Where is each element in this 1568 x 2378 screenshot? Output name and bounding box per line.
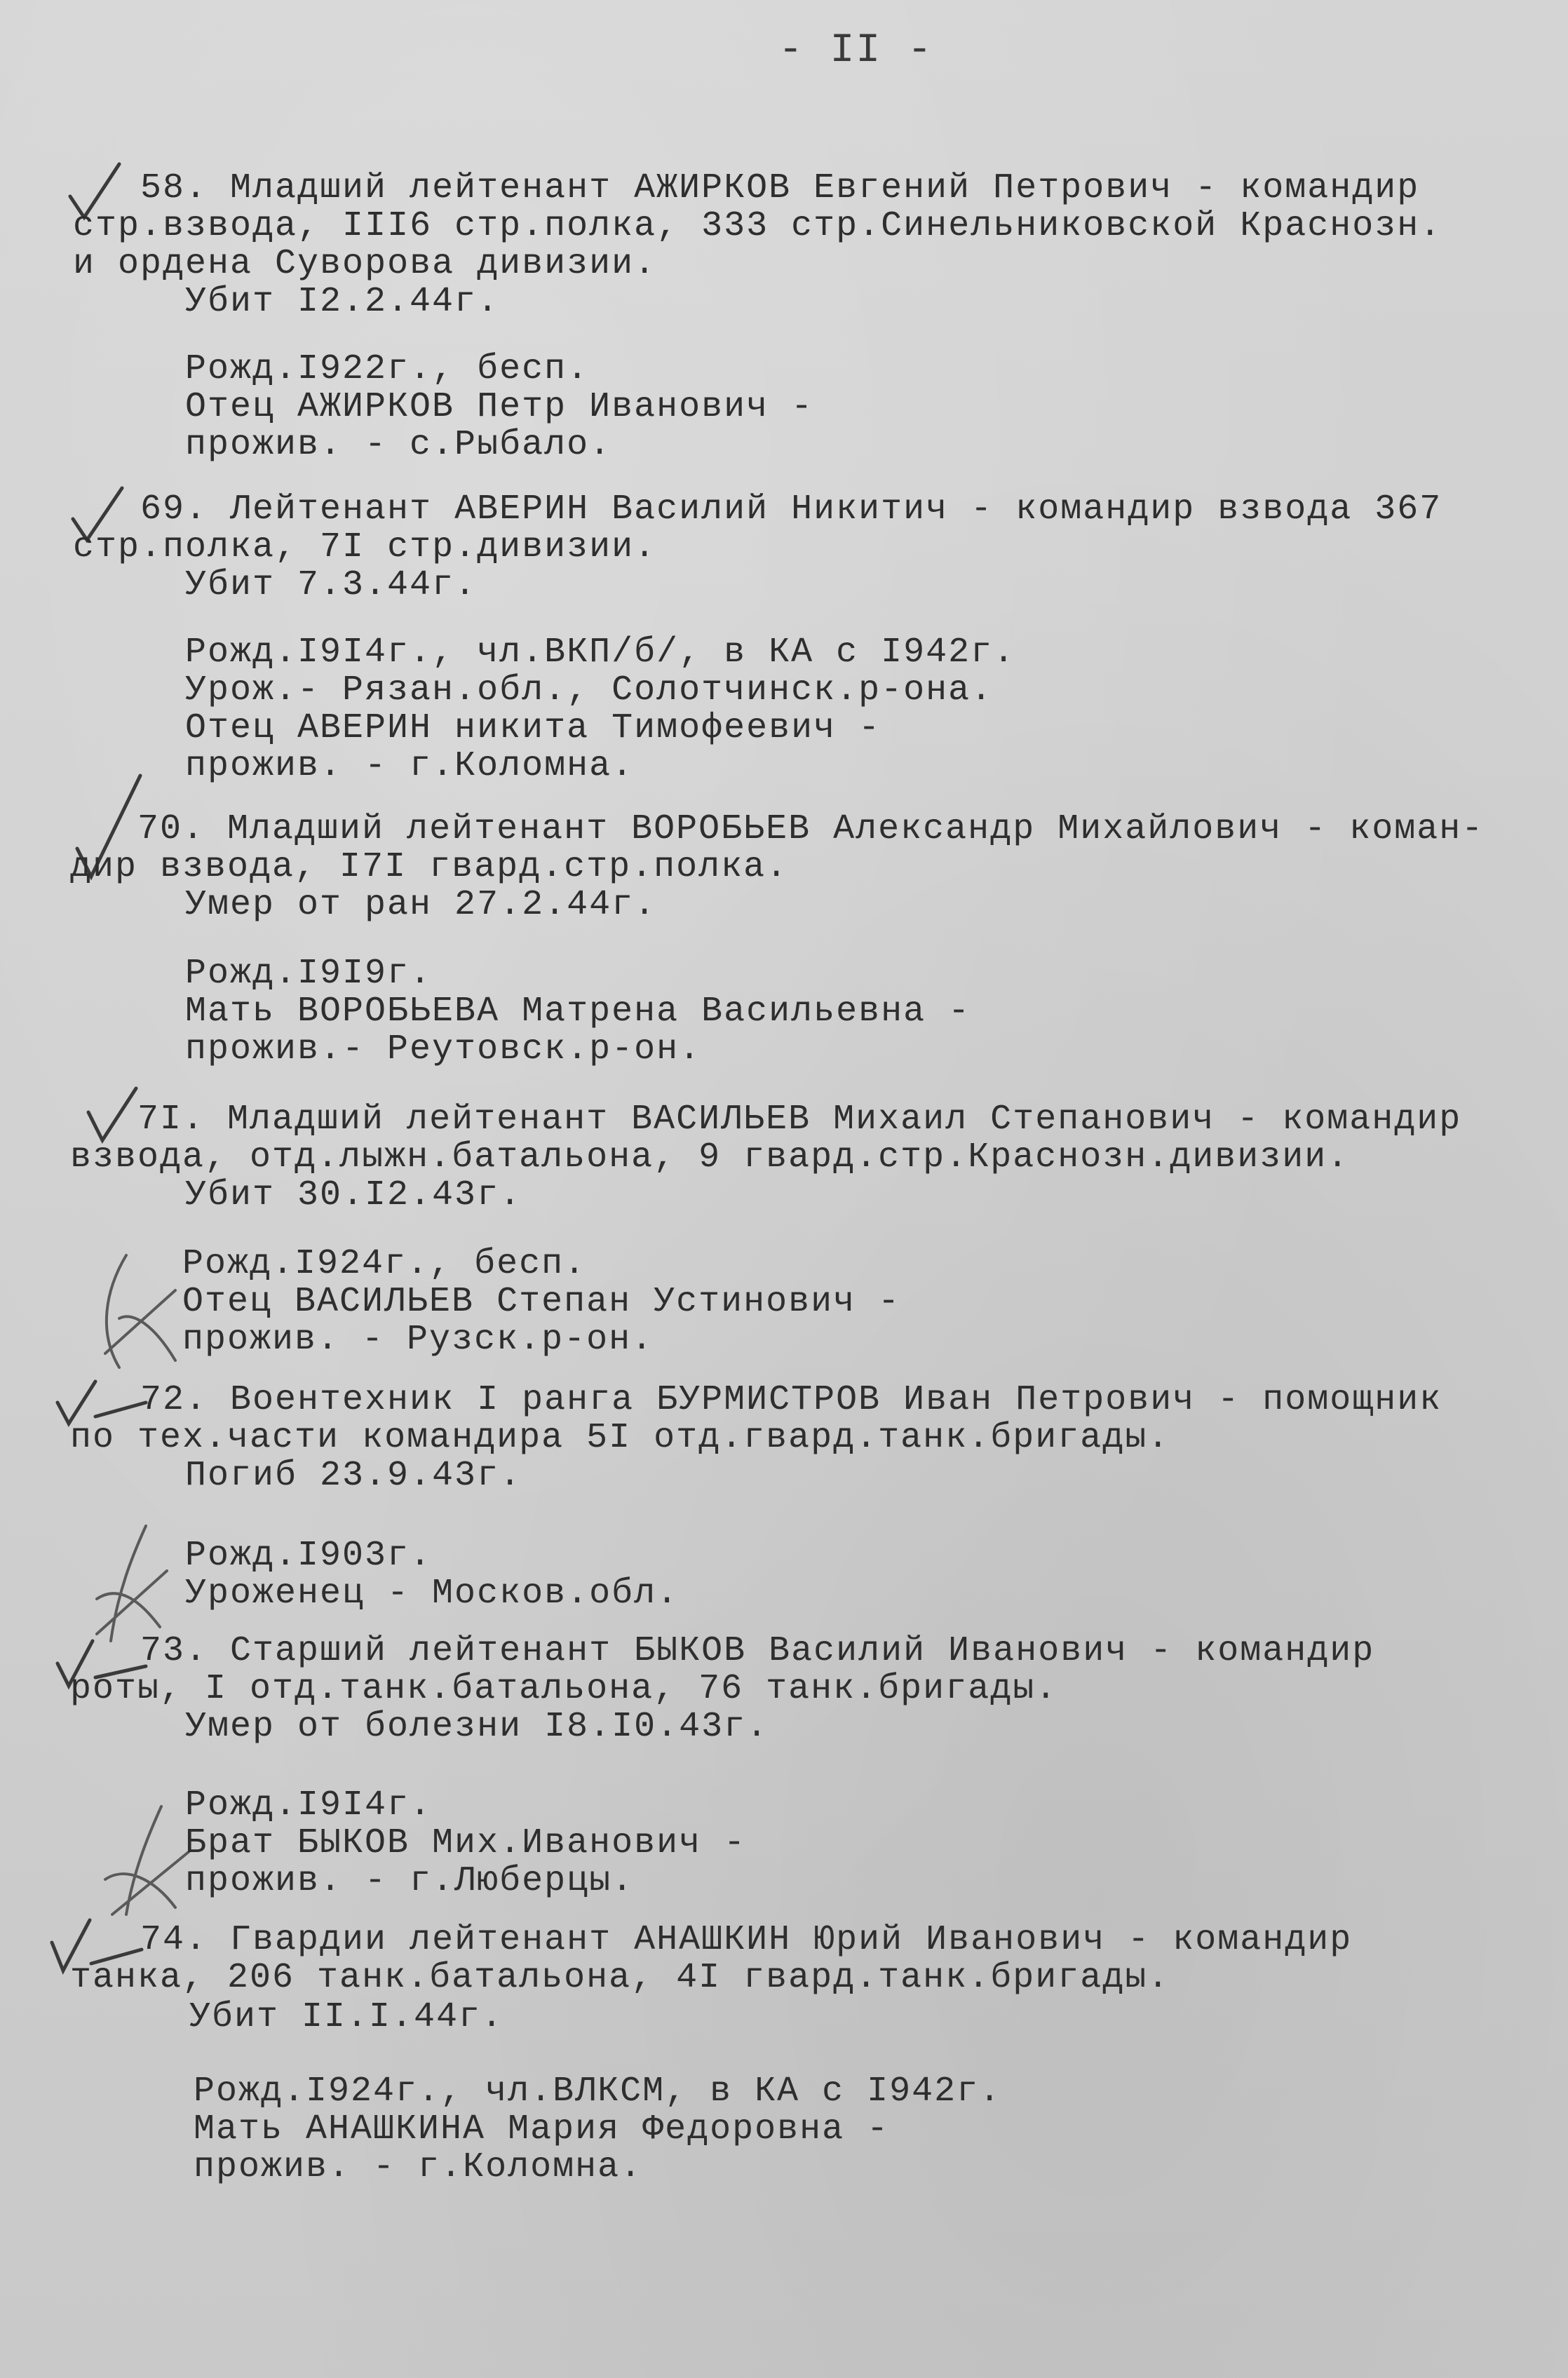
entry-line: 58. Младший лейтенант АЖИРКОВ Евгений Петрович - командир: [140, 168, 1420, 208]
entry-line: Погиб 23.9.43г.: [185, 1456, 522, 1496]
entry-line: 74. Гвардии лейтенант АНАШКИН Юрий Иванович - командир: [140, 1920, 1353, 1960]
entry-line: стр.полка, 7I стр.дивизии.: [73, 527, 657, 567]
entry-line: взвода, отд.лыжн.батальона, 9 гвард.стр.Краснозн.дивизии.: [70, 1137, 1350, 1177]
entry-line: Умер от болезни I8.I0.43г.: [185, 1707, 769, 1747]
scribble-mark-icon: [77, 1248, 182, 1374]
scribble-mark-icon: [84, 1802, 196, 1921]
entry-line: Рожд.I922г., бесп.: [185, 349, 590, 389]
entry-line: стр.взвода, III6 стр.полка, 333 стр.Синельниковской Краснозн.: [73, 206, 1442, 246]
entry-line: Отец АВЕРИН никита Тимофеевич -: [185, 708, 881, 748]
entry-line: и ордена Суворова дивизии.: [73, 244, 657, 284]
entry-line: 72. Воентехник I ранга БУРМИСТРОВ Иван Петрович - помощник: [140, 1380, 1442, 1420]
entry-line: Рожд.I9I9г.: [185, 954, 433, 994]
entry-line: 69. Лейтенант АВЕРИН Василий Никитич - командир взвода 367: [140, 489, 1442, 529]
entry-line: Убит II.I.44г.: [189, 1997, 504, 2037]
scribble-mark-icon: [76, 1522, 181, 1648]
entry-line: Рожд.I9I4г., чл.ВКП/б/, в КА с I942г.: [185, 633, 1016, 673]
entry-line: Рожд.I924г., чл.ВЛКСМ, в КА с I942г.: [194, 2072, 1002, 2112]
entry-line: по тех.части командира 5I отд.гвард.танк.бригады.: [70, 1418, 1170, 1458]
entry-line: прожив. - Рузск.р-он.: [182, 1320, 654, 1360]
entry-line: роты, I отд.танк.батальона, 76 танк.бригады.: [70, 1669, 1058, 1709]
entry-line: Убит I2.2.44г.: [185, 282, 500, 322]
entry-line: Рожд.I903г.: [185, 1536, 433, 1576]
entry-line: Уроженец - Москов.обл.: [185, 1574, 680, 1614]
entry-line: Рожд.I924г., бесп.: [182, 1244, 587, 1284]
entry-line: Урож.- Рязан.обл., Солотчинск.р-она.: [185, 670, 994, 710]
page-number: - II -: [778, 28, 933, 74]
entry-line: 73. Старший лейтенант БЫКОВ Василий Иванович - командир: [140, 1631, 1375, 1671]
entry-line: Мать АНАШКИНА Мария Федоровна -: [194, 2109, 890, 2149]
entry-line: Отец АЖИРКОВ Петр Иванович -: [185, 387, 814, 427]
entry-line: Убит 30.I2.43г.: [185, 1175, 522, 1215]
entry-line: дир взвода, I7I гвард.стр.полка.: [70, 847, 789, 887]
entry-line: 70. Младший лейтенант ВОРОБЬЕВ Александр Михайлович - коман-: [137, 809, 1485, 849]
entry-line: прожив. - с.Рыбало.: [185, 425, 612, 465]
entry-line: танка, 206 танк.батальона, 4I гвард.танк.бригады.: [70, 1958, 1170, 1998]
entry-line: прожив. - г.Люберцы.: [185, 1861, 635, 1901]
entry-line: Отец ВАСИЛЬЕВ Степан Устинович -: [182, 1282, 901, 1322]
entry-line: 7I. Младший лейтенант ВАСИЛЬЕВ Михаил Степанович - командир: [137, 1100, 1462, 1140]
entry-line: прожив.- Реутовск.р-он.: [185, 1029, 702, 1069]
entry-line: Убит 7.3.44г.: [185, 565, 478, 605]
entry-line: прожив. - г.Коломна.: [185, 746, 635, 786]
entry-line: Умер от ран 27.2.44г.: [185, 885, 657, 925]
entry-line: Мать ВОРОБЬЕВА Матрена Васильевна -: [185, 992, 971, 1032]
entry-line: прожив. - г.Коломна.: [194, 2147, 643, 2187]
entry-line: Рожд.I9I4г.: [185, 1785, 433, 1825]
entry-line: Брат БЫКОВ Мих.Иванович -: [185, 1823, 747, 1863]
